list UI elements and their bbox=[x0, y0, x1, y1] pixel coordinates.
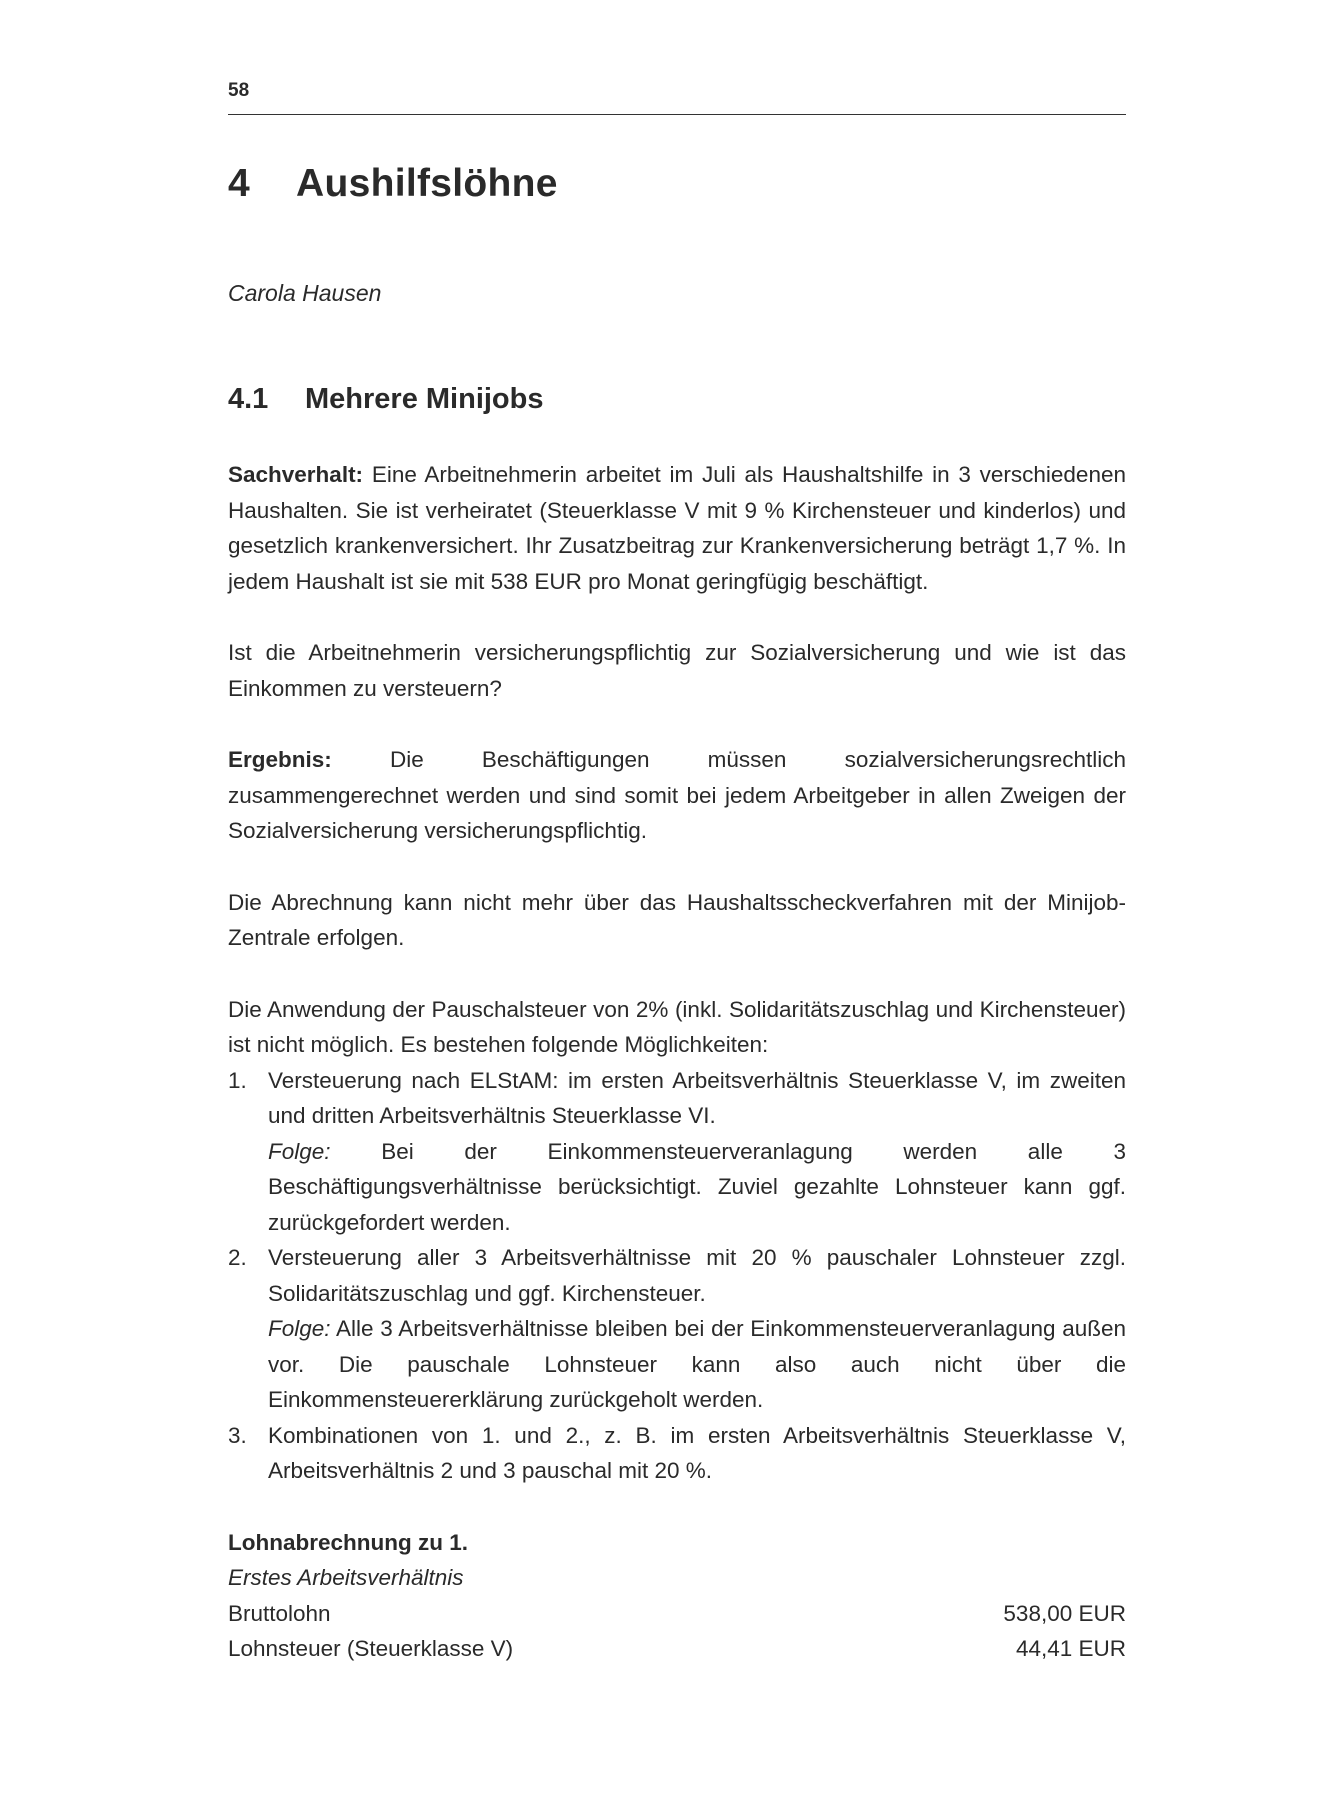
calc-row-value: 44,41 EUR bbox=[1015, 1636, 1126, 1661]
chapter-number: 4 bbox=[228, 162, 250, 205]
list-item-text: Versteuerung nach ELStAM: im ersten Arbeitsverhältnis Steuerklasse V, im zweiten und dritten Arbeitsverhältnis Steuerklasse VI. bbox=[268, 1067, 1126, 1128]
list-item bbox=[228, 1418, 1126, 1489]
list-item-text: Kombinationen von 1. und 2., z. B. im ersten Arbeitsverhältnis Steuerklasse V, Arbeitsverhältnis 2 und 3 pauschal mit 20 %. bbox=[268, 1422, 1126, 1483]
list-marker: 1. bbox=[228, 1067, 247, 1093]
calc-row-value: 538,00 EUR bbox=[1003, 1600, 1126, 1626]
list-marker: 3. bbox=[228, 1422, 247, 1448]
list-item-text: Versteuerung aller 3 Arbeitsverhältnisse mit 20 % pauschaler Lohnsteuer zzgl. Solidaritätszuschlag und ggf. Kirchensteuer. bbox=[268, 1245, 1126, 1306]
list-marker: 2. bbox=[228, 1245, 247, 1270]
folge-label: Folge: bbox=[268, 1316, 331, 1341]
abrechnung-paragraph: Die Abrechnung kann nicht mehr über das Haushaltsscheckverfahren mit der Minijob-Zentrale erfolgen. bbox=[228, 889, 1126, 950]
list-item-folge bbox=[268, 1311, 1126, 1418]
lohnabrechnung-block bbox=[228, 1525, 1126, 1667]
chapter-heading bbox=[228, 162, 558, 206]
author-name: Carola Hausen bbox=[228, 280, 382, 306]
pauschal-paragraph: Die Anwendung der Pauschalsteuer von 2% (inkl. Solidaritätszuschlag und Kirchensteuer) ist nicht möglich. Es bestehen folgende Möglichkeiten: bbox=[228, 996, 1126, 1057]
header-rule bbox=[228, 114, 1126, 115]
body-text bbox=[228, 457, 1126, 1667]
list-item-folge bbox=[268, 1134, 1126, 1241]
question-paragraph: Ist die Arbeitnehmerin versicherungspflichtig zur Sozialversicherung und wie ist das Einkommen zu versteuern? bbox=[228, 640, 1126, 701]
folge-label: Folge: bbox=[268, 1138, 331, 1164]
ergebnis-paragraph bbox=[228, 742, 1126, 849]
calc-row-label: Lohnsteuer (Steuerklasse V) bbox=[228, 1636, 514, 1661]
page-number: 58 bbox=[228, 80, 250, 101]
folge-text: Alle 3 Arbeitsverhältnisse bleiben bei der Einkommensteuerveranlagung außen vor. Die pauschale Lohnsteuer kann also auch nicht über die Einkommensteuererklärung zurückgeholt werden. bbox=[268, 1316, 1126, 1412]
list-item bbox=[228, 1240, 1126, 1418]
section-title: Mehrere Minijobs bbox=[305, 383, 544, 415]
folge-text: Bei der Einkommensteuerveranlagung werden alle 3 Beschäftigungsverhältnisse berücksichtigt. Zuviel gezahlte Lohnsteuer kann ggf. zurückgefordert werden. bbox=[268, 1138, 1126, 1235]
ergebnis-text: Die Beschäftigungen müssen sozialversicherungsrechtlich zusammengerechnet werden und sind somit bei jedem Arbeitgeber in allen Zweigen der Sozialversicherung versicherungspflichtig. bbox=[228, 747, 1126, 843]
options-list bbox=[228, 1063, 1126, 1489]
ergebnis-label: Ergebnis: bbox=[228, 747, 332, 772]
calc-row bbox=[228, 1631, 1126, 1667]
sachverhalt-text: Eine Arbeitnehmerin arbeitet im Juli als Haushaltshilfe in 3 verschiedenen Haushalten. Sie ist verheiratet (Steuerklasse V mit 9 % Kirchensteuer und kinderlos) und gesetzlich krankenversichert. Ihr Zusatzbeitrag zur Krankenversicherung beträgt 1,7 %. In jedem Haushalt ist sie mit 538 EUR pro Monat geringfügig beschäftigt. bbox=[228, 462, 1126, 594]
section-number: 4.1 bbox=[228, 383, 269, 415]
lohnabrechnung-subtitle: Erstes Arbeitsverhältnis bbox=[228, 1565, 464, 1590]
section-heading bbox=[228, 383, 544, 416]
list-item bbox=[228, 1063, 1126, 1241]
sachverhalt-label: Sachverhalt: bbox=[228, 462, 364, 487]
chapter-title: Aushilfslöhne bbox=[296, 162, 558, 205]
sachverhalt-paragraph bbox=[228, 457, 1126, 599]
lohnabrechnung-title: Lohnabrechnung zu 1. bbox=[228, 1529, 468, 1555]
calc-row-label: Bruttolohn bbox=[228, 1600, 331, 1626]
calc-row bbox=[228, 1596, 1126, 1632]
